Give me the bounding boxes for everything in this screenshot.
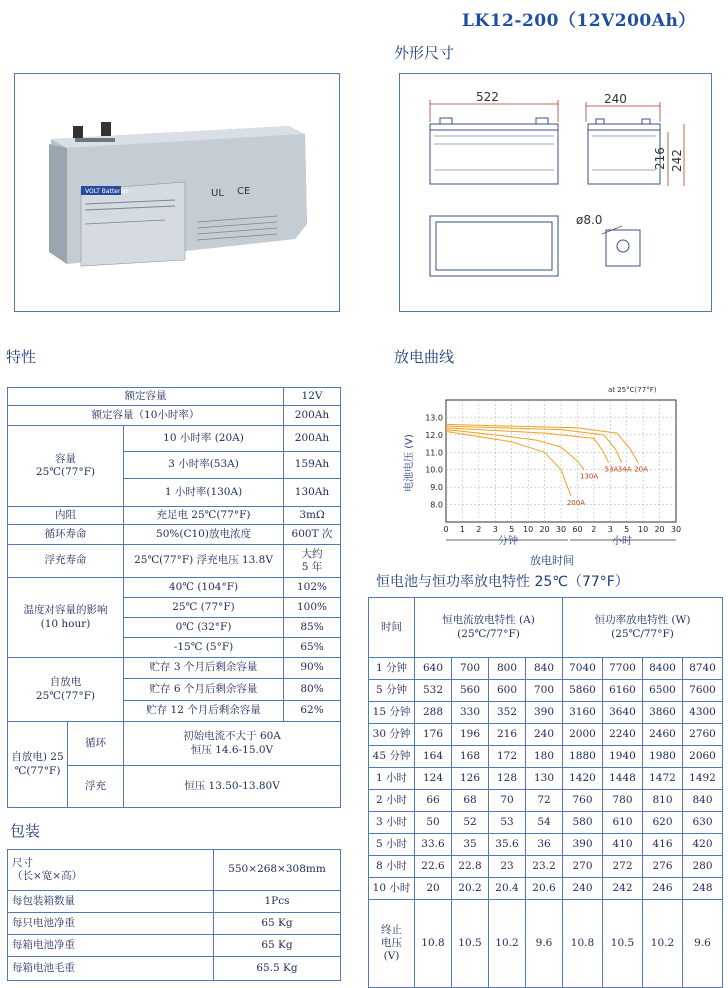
chart-x-group-minutes: 分钟	[498, 536, 518, 547]
float-life-value-1: 大约	[301, 547, 323, 560]
discharge-value: 580	[563, 812, 603, 834]
temp-row-value: 100%	[284, 598, 341, 618]
discharge-row	[369, 878, 723, 900]
temp-row-label: 40℃ (104°F)	[124, 578, 284, 598]
pack-size-value: 550×268×308mm	[214, 850, 341, 891]
capacity-row-value: 159Ah	[284, 452, 341, 479]
discharge-value: 8740	[683, 658, 723, 680]
discharge-value: 124	[415, 768, 452, 790]
chart-series-line	[446, 428, 609, 463]
discharge-value: 240	[526, 724, 563, 746]
discharge-value: 2060	[683, 746, 723, 768]
temp-row-label: 0℃ (32°F)	[124, 618, 284, 638]
discharge-value: 270	[563, 856, 603, 878]
temp-effect-title: 温度对容量的影响	[23, 604, 108, 617]
chart-ytick-label: 9.0	[430, 483, 443, 493]
discharge-time: 5 小时	[369, 834, 415, 856]
discharge-value: 66	[415, 790, 452, 812]
discharge-value: 390	[563, 834, 603, 856]
discharge-value: 7700	[603, 658, 643, 680]
discharge-value: 52	[452, 812, 489, 834]
capacity-row-label: 3 小时率(53A)	[124, 452, 284, 479]
battery-photo	[15, 74, 339, 311]
cc-header-title: 恒电流放电特性 (A)	[442, 614, 535, 627]
discharge-value: 3160	[563, 702, 603, 724]
discharge-value: 242	[603, 878, 643, 900]
outline-frame	[399, 73, 712, 312]
discharge-value: 246	[643, 878, 683, 900]
pack-row-label: 每箱电池毛重	[8, 957, 214, 981]
discharge-value: 600	[489, 680, 526, 702]
chart-series-line	[446, 430, 584, 470]
end-voltage-value: 10.8	[415, 900, 452, 988]
end-voltage-value: 10.5	[603, 900, 643, 988]
photo-frame	[14, 73, 340, 312]
pack-size-sub: （长×宽×高）	[12, 870, 83, 882]
discharge-value: 5860	[563, 680, 603, 702]
discharge-value: 240	[563, 878, 603, 900]
discharge-value: 630	[683, 812, 723, 834]
discharge-value: 22.6	[415, 856, 452, 878]
discharge-value: 176	[415, 724, 452, 746]
temp-row-label: -15℃ (5°F)	[124, 638, 284, 658]
discharge-value: 1980	[643, 746, 683, 768]
discharge-value: 420	[683, 834, 723, 856]
discharge-row	[369, 658, 723, 680]
discharge-time: 1 小时	[369, 768, 415, 790]
end-voltage-label	[369, 900, 415, 988]
chart-series-label: 200A	[566, 498, 586, 507]
float-life-cond: 25℃(77°F) 浮充电压 13.8V	[124, 545, 284, 578]
float-life-value	[284, 545, 341, 578]
float-life-value-2: 5 年	[301, 561, 323, 573]
discharge-value: 1448	[603, 768, 643, 790]
capacity-row-value: 130Ah	[284, 479, 341, 507]
end-voltage-value: 10.2	[489, 900, 526, 988]
chart-xlabel: 放电时间	[530, 554, 574, 567]
storage-row-value: 90%	[284, 658, 341, 679]
ul-mark: UL	[211, 188, 224, 199]
discharge-row	[369, 834, 723, 856]
capacity-row-label: 1 小时率(130A)	[124, 479, 284, 507]
capacity-temp: 25℃(77°F)	[35, 466, 96, 478]
chart-series-label: 53A	[604, 465, 619, 474]
chart-ytick-label: 8.0	[430, 500, 443, 510]
dim-terminal: ø8.0	[576, 213, 603, 227]
discharge-table	[368, 597, 723, 988]
page-title: LK12-200（12V200Ah）	[462, 11, 696, 31]
discharge-time: 10 小时	[369, 878, 415, 900]
chart-ytick-label: 11.0	[425, 448, 443, 458]
self-discharge-label	[8, 658, 124, 722]
capacity-row-label: 10 小时率 (20A)	[124, 426, 284, 452]
discharge-value: 168	[452, 746, 489, 768]
dim-height: 216	[653, 147, 667, 170]
capacity-title: 容量	[55, 452, 76, 465]
end-voltage-label-3: (V)	[383, 950, 400, 963]
discharge-value: 23	[489, 856, 526, 878]
discharge-row	[369, 724, 723, 746]
discharge-value: 3640	[603, 702, 643, 724]
discharge-value: 800	[489, 658, 526, 680]
discharge-value: 68	[452, 790, 489, 812]
temp-row-value: 65%	[284, 638, 341, 658]
chart-series-label: 34A	[617, 465, 632, 474]
end-voltage-value: 10.8	[563, 900, 603, 988]
chart-xtick-label: 0	[443, 525, 449, 534]
chart-series-label: 20A	[634, 465, 648, 474]
float-life-label: 浮充寿命	[8, 545, 124, 578]
discharge-value: 330	[452, 702, 489, 724]
discharge-value: 8400	[643, 658, 683, 680]
discharge-value: 1492	[683, 768, 723, 790]
temp-effect-sub: (10 hour)	[40, 617, 91, 630]
pack-row-value: 65 Kg	[214, 935, 341, 957]
discharge-value: 248	[683, 878, 723, 900]
chart-series-line	[446, 424, 638, 462]
discharge-value: 172	[489, 746, 526, 768]
pack-row-value: 65 Kg	[214, 913, 341, 935]
const-discharge-heading: 恒电池与恒功率放电特性 25℃（77°F）	[376, 574, 629, 590]
pack-size-title: 尺寸	[12, 856, 33, 869]
chart-x-group-hours: 小时	[612, 536, 632, 547]
discharge-value: 7040	[563, 658, 603, 680]
chart-title: at 25°C(77°F)	[608, 386, 657, 394]
temp-effect-label	[8, 578, 124, 658]
chart-xtick-label: 20	[539, 525, 550, 534]
discharge-value: 36	[526, 834, 563, 856]
discharge-value: 130	[526, 768, 563, 790]
cp-header	[563, 598, 723, 658]
cc-header	[415, 598, 563, 658]
discharge-value: 276	[643, 856, 683, 878]
cycle-life-cond: 50%(C10)放电浓度	[124, 525, 284, 545]
discharge-value: 840	[683, 790, 723, 812]
chart-xtick-label: 5	[624, 525, 630, 534]
time-header: 时间	[369, 598, 415, 658]
pack-row-value: 65.5 Kg	[214, 957, 341, 981]
storage-row-value: 80%	[284, 679, 341, 701]
temp-row-label: 25℃ (77°F)	[124, 598, 284, 618]
discharge-row	[369, 768, 723, 790]
end-voltage-label-1: 终止	[381, 923, 402, 936]
chart-ytick-label: 10.0	[425, 465, 443, 475]
discharge-value: 532	[415, 680, 452, 702]
discharge-value: 2460	[643, 724, 683, 746]
cp-header-sub: (25℃/77°F)	[611, 627, 674, 640]
capacity-label	[8, 426, 124, 507]
charge-label: 自放电) 25 ℃(77°F)	[8, 722, 68, 808]
pack-row-value: 1Pcs	[214, 891, 341, 913]
discharge-time: 1 分钟	[369, 658, 415, 680]
packaging-table	[7, 849, 341, 981]
discharge-value: 410	[603, 834, 643, 856]
discharge-time: 15 分钟	[369, 702, 415, 724]
chart-xtick-label: 20	[654, 525, 665, 534]
discharge-value: 272	[603, 856, 643, 878]
dim-total-height: 242	[670, 149, 684, 172]
discharge-value: 180	[526, 746, 563, 768]
discharge-value: 280	[683, 856, 723, 878]
features-heading: 特性	[6, 348, 37, 366]
discharge-value: 352	[489, 702, 526, 724]
pack-size-label	[8, 850, 214, 891]
cycle-use-label: 循环	[68, 722, 124, 766]
discharge-value: 560	[452, 680, 489, 702]
storage-row-label: 贮存 3 个月后剩余容量	[124, 658, 284, 679]
chart-xtick-label: 3	[492, 525, 498, 534]
discharge-value: 54	[526, 812, 563, 834]
discharge-value: 6160	[603, 680, 643, 702]
discharge-value: 780	[603, 790, 643, 812]
discharge-value: 35	[452, 834, 489, 856]
pack-row-label: 每包装箱数量	[8, 891, 214, 913]
capacity-row-value: 200Ah	[284, 426, 341, 452]
packaging-heading: 包装	[10, 822, 41, 840]
charge-table	[7, 721, 341, 808]
discharge-value: 72	[526, 790, 563, 812]
chart-xtick-label: 10	[638, 525, 649, 534]
self-discharge-temp: 25℃(77°F)	[35, 689, 96, 702]
discharge-value: 620	[643, 812, 683, 834]
rated-capacity-label: 额定容量（10小时率）	[8, 406, 284, 426]
rated-voltage-label: 额定容量	[8, 388, 284, 406]
temp-row-value: 85%	[284, 618, 341, 638]
chart-xtick-label: 60	[572, 525, 583, 534]
discharge-chart	[398, 378, 718, 568]
discharge-value: 128	[489, 768, 526, 790]
discharge-value: 1880	[563, 746, 603, 768]
discharge-time: 45 分钟	[369, 746, 415, 768]
cycle-use-current: 初始电流不大于 60A	[183, 730, 281, 743]
end-voltage-value: 10.5	[452, 900, 489, 988]
discharge-value: 2000	[563, 724, 603, 746]
outline-heading: 外形尺寸	[394, 44, 455, 62]
discharge-value: 840	[526, 658, 563, 680]
discharge-value: 70	[489, 790, 526, 812]
discharge-value: 20	[415, 878, 452, 900]
end-voltage-value: 9.6	[526, 900, 563, 988]
float-use-label: 浮充	[68, 766, 124, 808]
discharge-value: 640	[415, 658, 452, 680]
discharge-row	[369, 812, 723, 834]
discharge-row	[369, 856, 723, 878]
chart-xtick-label: 2	[591, 525, 597, 534]
discharge-row	[369, 790, 723, 812]
discharge-value: 1472	[643, 768, 683, 790]
discharge-value: 53	[489, 812, 526, 834]
chart-ytick-label: 13.0	[425, 413, 443, 423]
chart-xtick-label: 30	[555, 525, 567, 534]
end-voltage-value: 9.6	[683, 900, 723, 988]
rated-capacity-value: 200Ah	[284, 406, 341, 426]
cycle-life-label: 循环寿命	[8, 525, 124, 545]
self-discharge-title: 自放电	[49, 676, 82, 689]
discharge-chart-svg	[398, 378, 718, 568]
discharge-time: 5 分钟	[369, 680, 415, 702]
pack-row-label: 每箱电池净重	[8, 935, 214, 957]
discharge-value: 1940	[603, 746, 643, 768]
discharge-value: 20.6	[526, 878, 563, 900]
internal-resistance-label: 内阻	[8, 507, 124, 525]
internal-resistance-cond: 充足电 25℃(77°F)	[124, 507, 284, 525]
chart-xtick-label: 30	[670, 525, 682, 534]
discharge-value: 810	[643, 790, 683, 812]
discharge-value: 50	[415, 812, 452, 834]
discharge-row	[369, 746, 723, 768]
discharge-value: 126	[452, 768, 489, 790]
discharge-value: 164	[415, 746, 452, 768]
discharge-time: 2 小时	[369, 790, 415, 812]
end-voltage-label-2: 电压	[381, 936, 402, 949]
discharge-value: 2240	[603, 724, 643, 746]
cp-header-title: 恒功率放电特性 (W)	[594, 614, 691, 627]
rated-voltage-value: 12V	[284, 388, 341, 406]
discharge-value: 35.6	[489, 834, 526, 856]
discharge-value: 760	[563, 790, 603, 812]
cycle-use-voltage: 恒压 14.6-15.0V	[190, 743, 274, 756]
discharge-value: 2760	[683, 724, 723, 746]
chart-xtick-label: 1	[459, 525, 465, 534]
discharge-value: 416	[643, 834, 683, 856]
discharge-value: 33.6	[415, 834, 452, 856]
discharge-value: 7600	[683, 680, 723, 702]
internal-resistance-value: 3mΩ	[284, 507, 341, 525]
end-voltage-value: 10.2	[643, 900, 683, 988]
discharge-time: 3 小时	[369, 812, 415, 834]
chart-series-label: 130A	[580, 472, 599, 481]
chart-series-line	[446, 426, 622, 463]
discharge-value: 20.2	[452, 878, 489, 900]
discharge-value: 22.8	[452, 856, 489, 878]
discharge-row	[369, 702, 723, 724]
chart-ylabel: 电池电压 (V)	[404, 434, 415, 492]
cycle-life-value: 600T 次	[284, 525, 341, 545]
pack-row-label: 每只电池净重	[8, 913, 214, 935]
chart-xtick-label: 2	[476, 525, 482, 534]
chart-series-line	[446, 431, 571, 495]
discharge-time: 30 分钟	[369, 724, 415, 746]
storage-row-label: 贮存 6 个月后剩余容量	[124, 679, 284, 701]
cc-header-sub: (25℃/77°F)	[457, 627, 520, 640]
chart-ytick-label: 12.0	[425, 430, 443, 440]
discharge-curve-heading: 放电曲线	[394, 348, 455, 366]
storage-row-value: 62%	[284, 701, 341, 722]
discharge-value: 20.4	[489, 878, 526, 900]
discharge-value: 23.2	[526, 856, 563, 878]
float-use-value: 恒压 13.50-13.80V	[124, 766, 341, 808]
discharge-value: 3860	[643, 702, 683, 724]
storage-row-label: 贮存 12 个月后剩余容量	[124, 701, 284, 722]
brand-text: VOLT Batteries	[85, 188, 129, 195]
discharge-time: 8 小时	[369, 856, 415, 878]
discharge-row	[369, 680, 723, 702]
discharge-value: 4300	[683, 702, 723, 724]
chart-xtick-label: 10	[523, 525, 534, 534]
discharge-value: 1420	[563, 768, 603, 790]
temp-row-value: 102%	[284, 578, 341, 598]
discharge-value: 610	[603, 812, 643, 834]
chart-xtick-label: 5	[509, 525, 515, 534]
discharge-value: 6500	[643, 680, 683, 702]
chart-xtick-label: 3	[607, 525, 613, 534]
discharge-value: 216	[489, 724, 526, 746]
outline-drawing	[400, 74, 711, 311]
ce-mark: CE	[237, 186, 251, 197]
discharge-value: 288	[415, 702, 452, 724]
discharge-value: 700	[526, 680, 563, 702]
discharge-value: 390	[526, 702, 563, 724]
dim-width: 240	[604, 92, 627, 106]
cycle-use-value	[124, 722, 341, 766]
dim-length: 522	[476, 90, 499, 104]
features-table	[7, 387, 341, 722]
discharge-value: 196	[452, 724, 489, 746]
discharge-value: 700	[452, 658, 489, 680]
